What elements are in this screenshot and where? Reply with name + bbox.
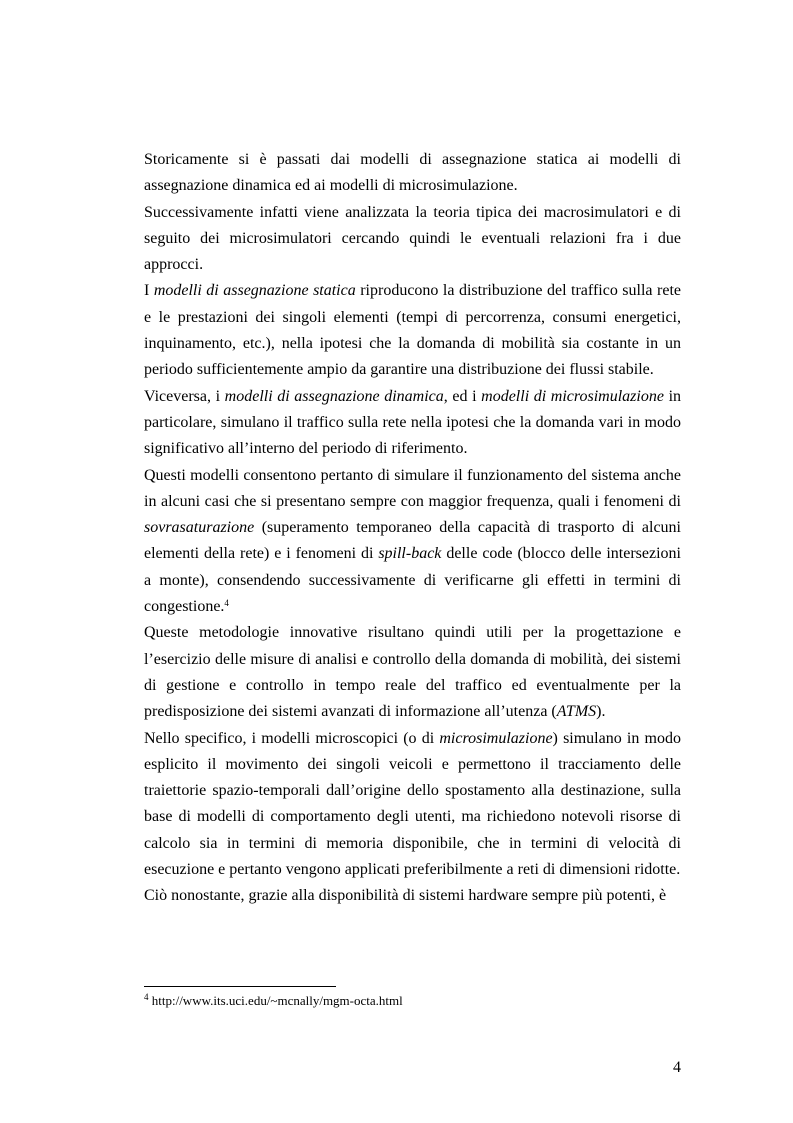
paragraph-5-mid: (superamento temporaneo della capacità di trasporto di alcuni elementi della rete) e i fenomeni di xyxy=(144,519,681,563)
paragraph-4-rest: in particolare, simulano il traffico sulla rete nella ipotesi che la domanda vari in modo significativo all’interno del periodo di riferimento. xyxy=(144,387,682,458)
footnote-reference: 4 xyxy=(224,598,229,609)
paragraph-3-emphasis: modelli di assegnazione statica xyxy=(153,282,356,300)
paragraph-6-lead: Queste metodologie innovative risultano quindi utili per la progettazione e l’esercizio delle misure di analisi e controllo della domanda di mobilità, dei sistemi di gestione e controllo in tempo reale del traffico ed eventualmente per la predisposizione dei sistemi avanzati di informazione all’utenza ( xyxy=(144,624,681,721)
paragraph-1-text: Storicamente si è passati dai modelli di assegnazione statica ai modelli di assegnazione dinamica ed ai modelli di microsimulazione. xyxy=(144,151,681,195)
paragraph-3 xyxy=(144,278,681,383)
paragraph-4-mid: , ed i xyxy=(443,387,482,405)
paragraph-2-text: Successivamente infatti viene analizzata la teoria tipica dei macrosimulatori e di seguito dei microsimulatori cercando quindi le eventuali relazioni fra i due approcci. xyxy=(144,203,681,274)
footnote xyxy=(144,993,403,1009)
paragraph-6-emphasis: ATMS xyxy=(556,703,597,721)
paragraph-1 xyxy=(144,147,681,200)
paragraph-4 xyxy=(144,384,681,463)
paragraph-8-text: Ciò nonostante, grazie alla disponibilità di sistemi hardware sempre più potenti, è xyxy=(144,887,667,905)
paragraph-5-rest: delle code (blocco delle intersezioni a monte), consendendo successivamente di verificarne gli effetti in termini di congestione. xyxy=(144,545,681,616)
paragraph-4-lead: Viceversa, i xyxy=(144,387,225,405)
paragraph-8 xyxy=(144,883,681,909)
paragraph-4-emphasis-2: modelli di microsimulazione xyxy=(481,387,664,405)
paragraph-7-lead: Nello specifico, i modelli microscopici (o di xyxy=(144,729,440,747)
paragraph-7-emphasis: microsimulazione xyxy=(439,729,553,747)
paragraph-5-emphasis-1: sovrasaturazione xyxy=(144,519,255,537)
paragraph-7-rest: ) simulano in modo esplicito il movimento dei singoli veicoli e permettono il tracciamento delle traiettorie spazio-temporali dall’origine dello spostamento alla destinazione, sulla base di modelli di comportamento degli utenti, ma richiedono notevoli risorse di calcolo sia in termini di memoria disponibile, che in termini di velocità di esecuzione e pertanto vengono applicati preferibilmente a reti di dimensioni ridotte. xyxy=(144,729,681,879)
footnote-separator xyxy=(144,986,336,987)
paragraph-5-lead: Questi modelli consentono pertanto di simulare il funzionamento del sistema anche in alcuni casi che si presentano sempre con maggior frequenza, quali i fenomeni di xyxy=(144,466,681,510)
paragraph-7 xyxy=(144,726,681,884)
paragraph-3-rest: riproducono la distribuzione del traffico sulla rete e le prestazioni dei singoli elementi (tempi di percorrenza, consumi energetici, inquinamento, etc.), nella ipotesi che la domanda di mobilità sia costante in un periodo sufficientemente ampio da garantire una distribuzione dei flussi stabile. xyxy=(144,282,681,379)
page-number: 4 xyxy=(673,1059,681,1076)
body-text xyxy=(144,147,681,910)
footnote-number: 4 xyxy=(144,992,149,1002)
paragraph-6-rest: ). xyxy=(596,703,606,721)
paragraph-4-emphasis-1: modelli di assegnazione dinamica xyxy=(224,387,444,405)
paragraph-6 xyxy=(144,620,681,725)
paragraph-3-lead: I xyxy=(144,282,154,300)
paragraph-5-emphasis-2: spill-back xyxy=(378,545,442,563)
footnote-text: http://www.its.uci.edu/~mcnally/mgm-octa.html xyxy=(148,993,403,1008)
paragraph-2 xyxy=(144,200,681,279)
paragraph-5 xyxy=(144,463,681,621)
